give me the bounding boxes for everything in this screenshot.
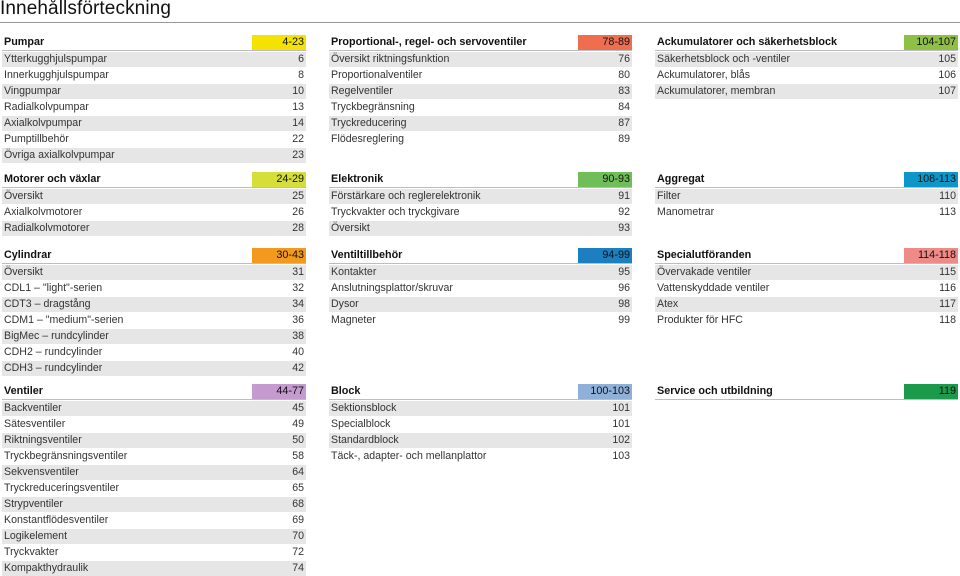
entry-page-number: 101 [612,402,630,414]
toc-entry[interactable] [329,432,632,448]
toc-entry[interactable] [655,67,958,83]
title-divider [0,22,960,23]
entry-label: Riktningsventiler [4,434,82,446]
toc-entry[interactable] [329,280,632,296]
entry-page-number: 107 [938,85,956,97]
entry-label: Kontakter [331,266,377,278]
entry-page-number: 34 [292,298,304,310]
toc-entry[interactable] [2,204,306,220]
toc-entry[interactable] [329,51,632,67]
toc-section [329,248,632,328]
entry-label: Täck-, adapter- och mellanplattor [331,450,487,462]
entry-page-number: 80 [618,69,630,81]
toc-entry[interactable] [329,99,632,115]
section-title: Elektronik [331,173,384,185]
section-page-range: 4-23 [252,35,306,50]
entry-page-number: 22 [292,133,304,145]
toc-entry[interactable] [655,83,958,99]
entry-page-number: 58 [292,450,304,462]
entry-label: Strypventiler [4,498,63,510]
entry-page-number: 26 [292,206,304,218]
entry-page-number: 50 [292,434,304,446]
toc-section [655,35,958,99]
entry-page-number: 70 [292,530,304,542]
entry-label: Säkerhetsblock och -ventiler [657,53,791,65]
toc-entry[interactable] [2,220,306,236]
entry-label: Flödesreglering [331,133,405,145]
entry-page-number: 25 [292,190,304,202]
toc-section [329,384,632,464]
section-page-range: 90-93 [578,172,632,187]
toc-entry[interactable] [329,204,632,220]
entry-page-number: 118 [939,314,956,326]
entry-label: CDM1 – "medium"-serien [4,314,124,326]
entry-label: Magneter [331,314,376,326]
entry-label: Tryckreducering [331,117,407,129]
entry-label: Övriga axialkolvpumpar [4,149,115,161]
entry-page-number: 38 [292,330,304,342]
entry-page-number: 89 [618,133,630,145]
section-page-range: 30-43 [252,248,306,263]
entry-label: Axialkolvpumpar [4,117,82,129]
entry-page-number: 115 [939,266,956,278]
toc-entry[interactable] [2,264,306,280]
entry-page-number: 32 [292,282,304,294]
entry-label: Vingpumpar [4,85,61,97]
section-header[interactable] [655,248,958,264]
section-page-range: 104-107 [904,35,958,50]
section-header[interactable] [655,384,958,400]
entry-page-number: 99 [618,314,630,326]
toc-section [2,172,306,236]
entry-page-number: 105 [938,53,956,65]
toc-entry[interactable] [655,296,958,312]
section-title: Ventiler [4,385,44,397]
section-page-range: 114-118 [904,248,958,263]
toc-entry[interactable] [2,296,306,312]
section-header[interactable] [655,172,958,188]
entry-page-number: 102 [612,434,630,446]
entry-page-number: 65 [292,482,304,494]
entry-label: CDH2 – rundcylinder [4,346,103,358]
entry-page-number: 72 [292,546,304,558]
section-title: Ventiltillbehör [331,249,403,261]
toc-entry[interactable] [329,400,632,416]
entry-page-number: 6 [298,53,304,65]
toc-section [2,248,306,376]
toc-entry[interactable] [2,400,306,416]
toc-section [329,35,632,147]
entry-label: Innerkugghjulspumpar [4,69,109,81]
entry-page-number: 8 [298,69,304,81]
entry-page-number: 45 [292,402,304,414]
entry-label: Översikt [4,190,43,202]
entry-page-number: 92 [618,206,630,218]
toc-section [655,172,958,220]
toc-entry[interactable] [2,131,306,147]
toc-entry[interactable] [2,83,306,99]
section-header[interactable] [329,35,632,51]
toc-entry[interactable] [2,328,306,344]
section-page-range: 119 [904,384,958,399]
section-page-range: 108-113 [904,172,958,187]
toc-entry[interactable] [2,464,306,480]
entry-label: Kompakthydraulik [4,562,89,574]
entry-label: CDL1 – "light"-serien [4,282,103,294]
toc-entry[interactable] [2,496,306,512]
toc-entry[interactable] [329,416,632,432]
entry-page-number: 14 [292,117,304,129]
entry-page-number: 40 [292,346,304,358]
toc-entry[interactable] [655,51,958,67]
entry-label: Anslutningsplattor/skruvar [331,282,453,294]
entry-label: Vattenskyddade ventiler [657,282,770,294]
toc-entry[interactable] [2,344,306,360]
entry-page-number: 49 [292,418,304,430]
toc-entry[interactable] [655,264,958,280]
entry-label: Manometrar [657,206,715,218]
toc-entry[interactable] [2,99,306,115]
entry-page-number: 110 [939,190,956,202]
toc-section [2,35,306,163]
section-title: Service och utbildning [657,385,773,397]
toc-entry[interactable] [329,67,632,83]
section-header[interactable] [655,35,958,51]
entry-page-number: 106 [938,69,956,81]
section-title: Proportional-, regel- och servoventiler [331,36,527,48]
entry-page-number: 93 [618,222,630,234]
toc-entry[interactable] [655,280,958,296]
entry-label: Axialkolvmotorer [4,206,83,218]
entry-label: Standardblock [331,434,399,446]
section-title: Pumpar [4,36,45,48]
toc-entry[interactable] [655,188,958,204]
toc-entry[interactable] [2,560,306,576]
entry-page-number: 23 [292,149,304,161]
entry-label: Radialkolvmotorer [4,222,90,234]
entry-label: Sektionsblock [331,402,397,414]
toc-entry[interactable] [2,312,306,328]
section-page-range: 24-29 [252,172,306,187]
entry-page-number: 64 [292,466,304,478]
entry-page-number: 116 [939,282,956,294]
entry-label: Tryckbegränsningsventiler [4,450,128,462]
entry-page-number: 76 [618,53,630,65]
entry-label: Dysor [331,298,359,310]
toc-entry[interactable] [329,312,632,328]
toc-entry[interactable] [655,312,958,328]
section-title: Motorer och växlar [4,173,101,185]
toc-section [655,248,958,328]
toc-entry[interactable] [329,448,632,464]
section-page-range: 100-103 [578,384,632,399]
section-page-range: 44-77 [252,384,306,399]
toc-entry[interactable] [2,512,306,528]
entry-page-number: 36 [292,314,304,326]
entry-page-number: 13 [292,101,304,113]
section-title: Aggregat [657,173,705,185]
toc-section [2,384,306,576]
section-header[interactable] [2,248,306,264]
entry-page-number: 91 [618,190,630,202]
entry-page-number: 117 [939,298,956,310]
toc-entry[interactable] [329,220,632,236]
entry-label: Regelventiler [331,85,393,97]
toc-entry[interactable] [2,147,306,163]
entry-page-number: 101 [612,418,630,430]
section-page-range: 78-89 [578,35,632,50]
entry-page-number: 69 [292,514,304,526]
entry-label: Pumptillbehör [4,133,69,145]
entry-label: Filter [657,190,681,202]
section-title: Cylindrar [4,249,52,261]
toc-entry[interactable] [2,360,306,376]
entry-label: Översikt riktningsfunktion [331,53,450,65]
toc-entry[interactable] [2,528,306,544]
section-header[interactable] [329,248,632,264]
entry-label: Proportionalventiler [331,69,423,81]
entry-label: Översikt [331,222,370,234]
entry-label: Konstantflödesventiler [4,514,109,526]
entry-page-number: 98 [618,298,630,310]
toc-entry[interactable] [329,296,632,312]
toc-entry[interactable] [329,115,632,131]
toc-entry[interactable] [2,51,306,67]
page-title: Innehållsförteckning [0,0,171,19]
toc-entry[interactable] [329,188,632,204]
section-page-range: 94-99 [578,248,632,263]
section-title: Specialutföranden [657,249,752,261]
toc-entry[interactable] [329,83,632,99]
entry-label: Tryckvakter [4,546,59,558]
toc-entry[interactable] [2,115,306,131]
entry-label: CDT3 – dragstång [4,298,91,310]
toc-entry[interactable] [329,131,632,147]
entry-label: Atex [657,298,679,310]
section-title: Ackumulatorer och säkerhetsblock [657,36,838,48]
entry-label: Ackumulatorer, membran [657,85,776,97]
entry-label: Översikt [4,266,43,278]
entry-page-number: 84 [618,101,630,113]
toc-entry[interactable] [2,67,306,83]
toc-entry[interactable] [2,432,306,448]
section-header[interactable] [2,172,306,188]
section-header[interactable] [329,384,632,400]
entry-page-number: 10 [292,85,304,97]
entry-page-number: 103 [612,450,630,462]
entry-page-number: 95 [618,266,630,278]
entry-label: Övervakade ventiler [657,266,752,278]
toc-entry[interactable] [655,204,958,220]
entry-label: Sekvensventiler [4,466,79,478]
entry-page-number: 74 [292,562,304,574]
entry-page-number: 31 [292,266,304,278]
toc-entry[interactable] [329,264,632,280]
toc-entry[interactable] [2,448,306,464]
entry-label: Backventiler [4,402,62,414]
entry-label: Specialblock [331,418,391,430]
entry-label: Sätesventiler [4,418,66,430]
entry-label: Ackumulatorer, blås [657,69,751,81]
toc-entry[interactable] [2,480,306,496]
toc-section [655,384,958,400]
toc-entry[interactable] [2,188,306,204]
toc-section [329,172,632,236]
entry-page-number: 28 [292,222,304,234]
section-header[interactable] [329,172,632,188]
entry-label: CDH3 – rundcylinder [4,362,103,374]
entry-page-number: 83 [618,85,630,97]
entry-label: Radialkolvpumpar [4,101,89,113]
entry-page-number: 42 [292,362,304,374]
toc-entry[interactable] [2,280,306,296]
entry-label: Produkter för HFC [657,314,743,326]
section-header[interactable] [2,35,306,51]
entry-label: Logikelement [4,530,68,542]
toc-entry[interactable] [2,416,306,432]
section-title: Block [331,385,361,397]
entry-page-number: 68 [292,498,304,510]
entry-label: Tryckvakter och tryckgivare [331,206,460,218]
entry-label: Tryckreduceringsventiler [4,482,119,494]
section-header[interactable] [2,384,306,400]
entry-label: BigMec – rundcylinder [4,330,109,342]
toc-entry[interactable] [2,544,306,560]
entry-page-number: 113 [939,206,956,218]
entry-page-number: 87 [618,117,630,129]
entry-label: Ytterkugghjulspumpar [4,53,108,65]
entry-page-number: 96 [618,282,630,294]
entry-label: Förstärkare och reglerelektronik [331,190,481,202]
entry-label: Tryckbegränsning [331,101,415,113]
